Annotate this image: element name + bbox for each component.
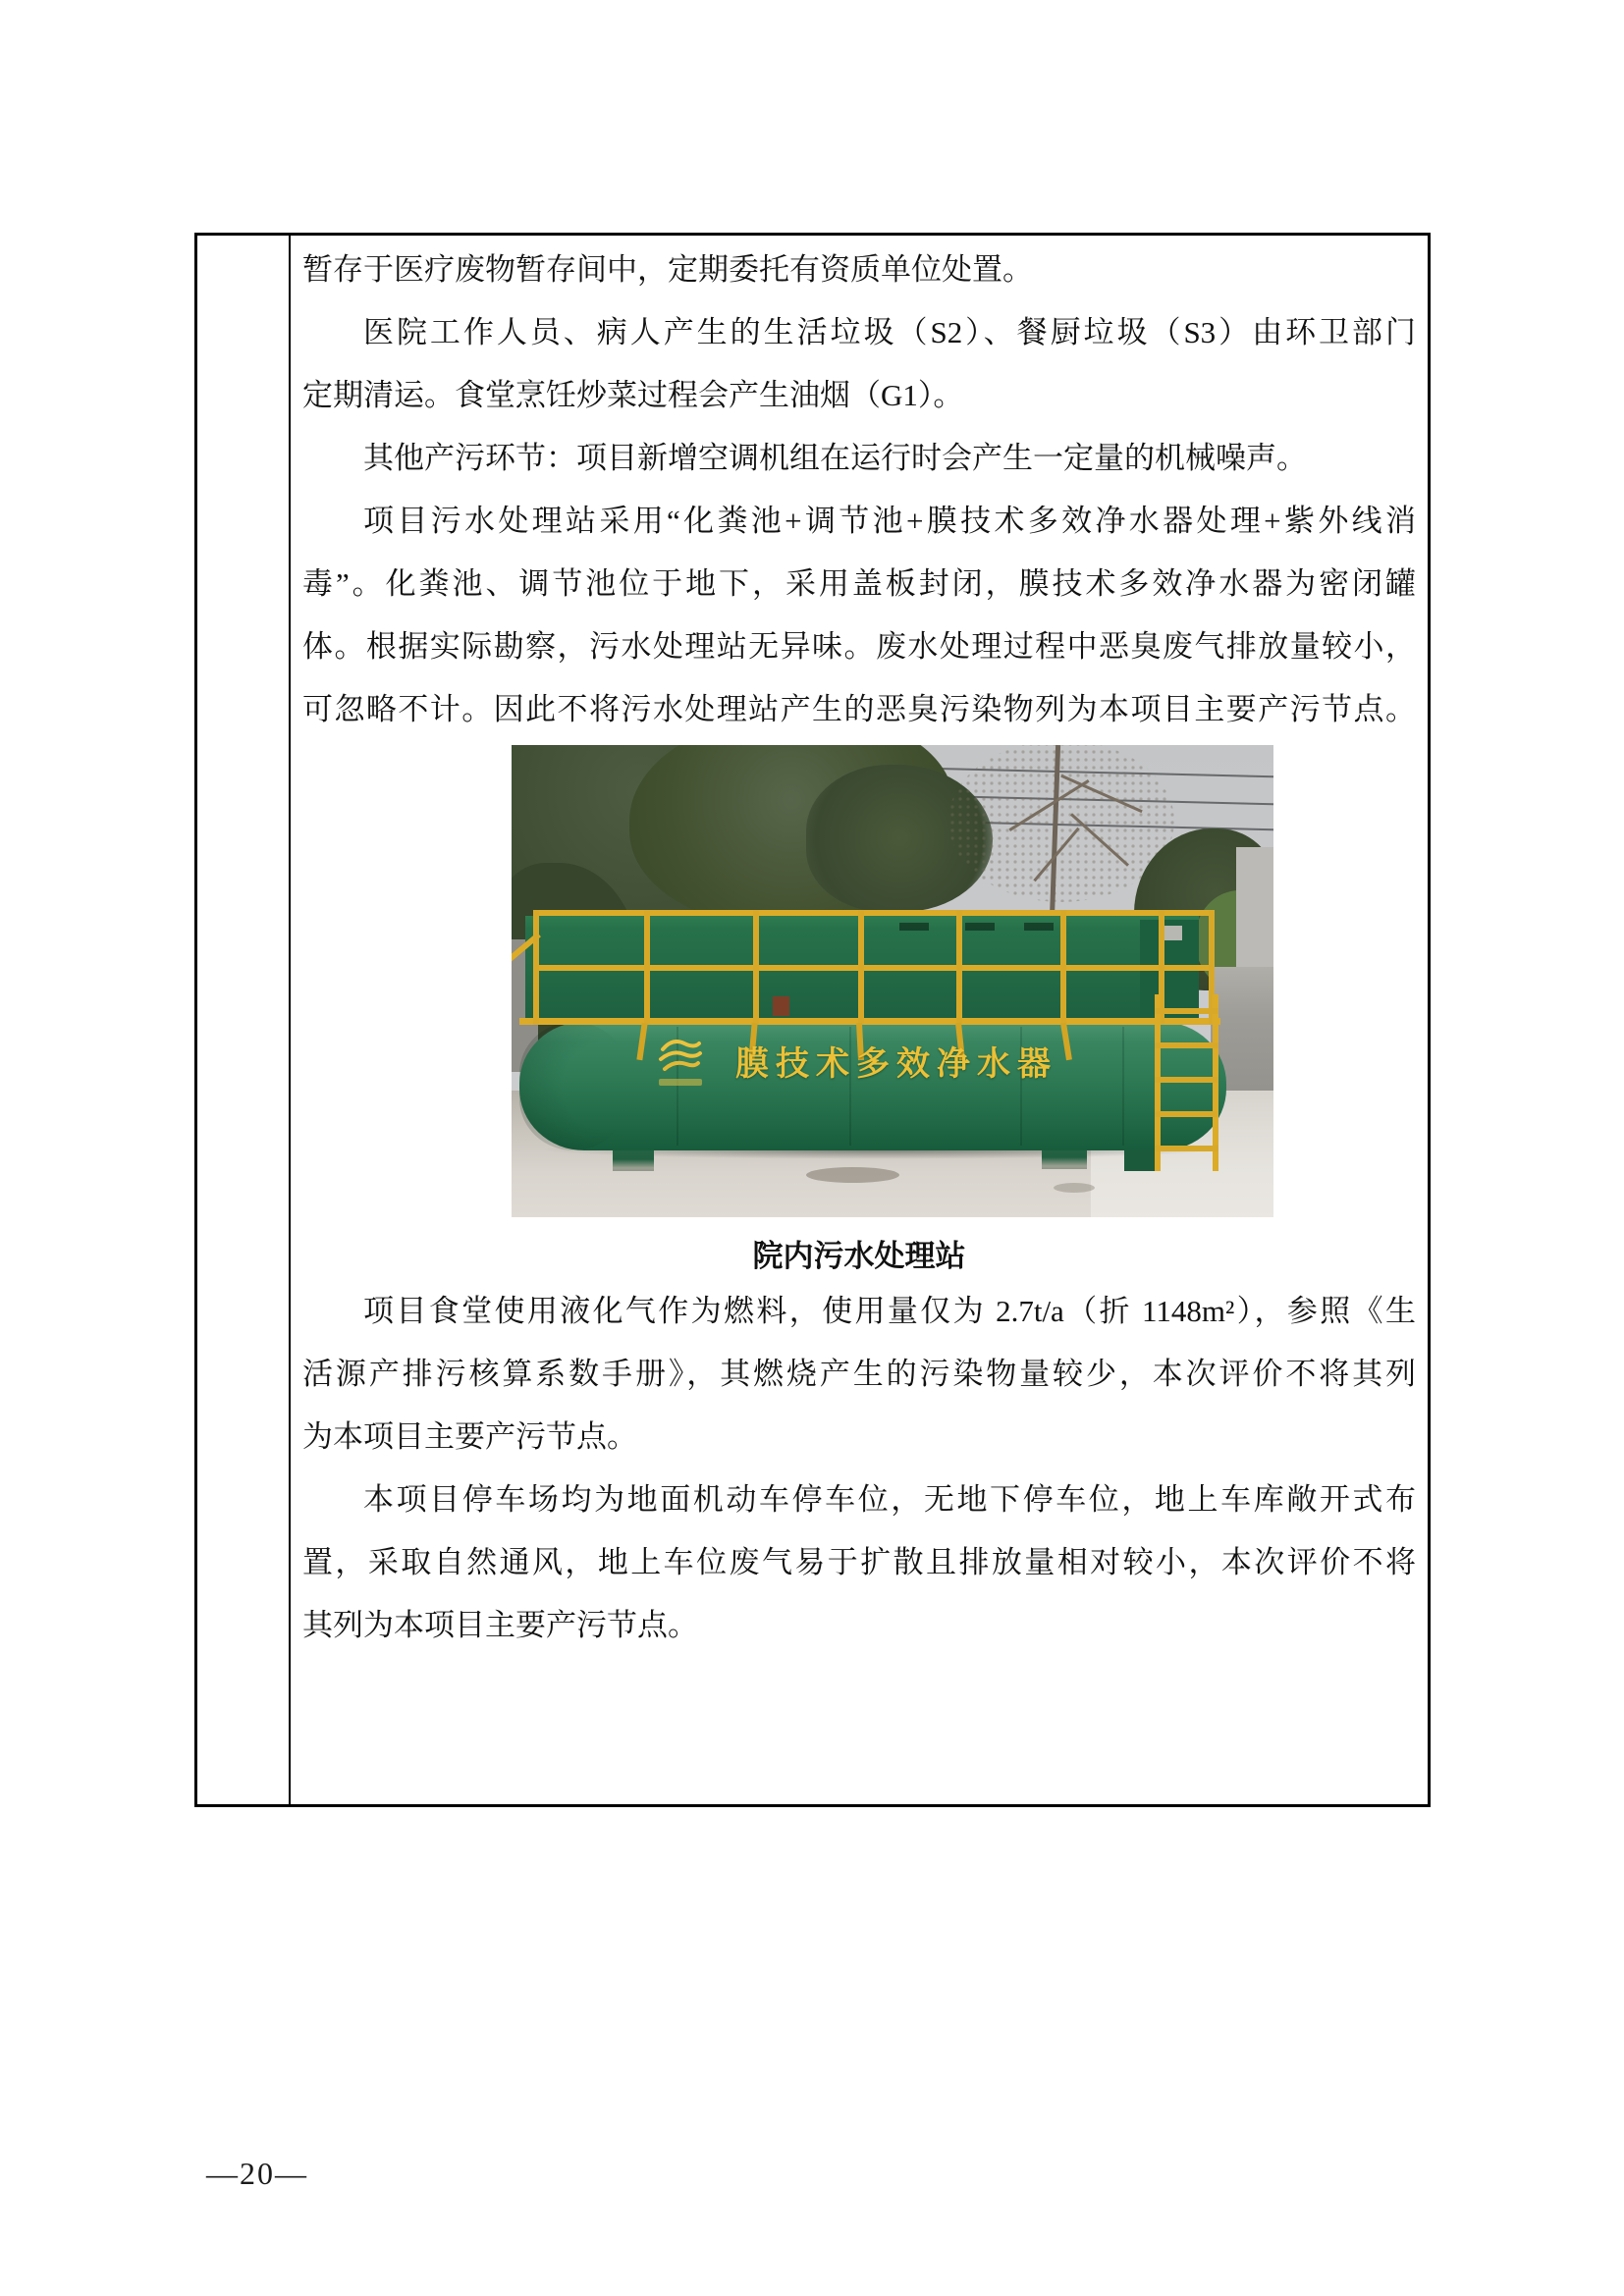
railing-post bbox=[753, 910, 759, 1025]
pavement-stain bbox=[806, 1167, 899, 1183]
railing-middle bbox=[533, 965, 1215, 971]
tank-label: 膜技术多效净水器 bbox=[735, 1045, 1057, 1083]
paragraph-line: 项目食堂使用液化气作为燃料，使用量仅为 2.7t/a（折 1148m²），参照《生 bbox=[363, 1294, 1416, 1328]
ladder-rung bbox=[1155, 1008, 1218, 1014]
paragraph-line: 活源产排污核算系数手册》，其燃烧产生的污染物量较少，本次评价不将其列 bbox=[302, 1357, 1416, 1391]
tank-logo-subtext bbox=[659, 1079, 702, 1086]
content-table bbox=[194, 233, 1431, 1807]
paragraph-line: 为本项目主要产污节点。 bbox=[302, 1419, 637, 1454]
paragraph-line: 其列为本项目主要产污节点。 bbox=[302, 1608, 698, 1642]
railing-bottom bbox=[519, 1018, 1220, 1025]
railing-post bbox=[533, 910, 539, 1025]
tank-logo-icon bbox=[655, 1030, 704, 1079]
paragraph-line: 置，采取自然通风，地上车位废气易于扩散且排放量相对较小，本次评价不将 bbox=[302, 1545, 1416, 1579]
housing-vent bbox=[1024, 923, 1054, 931]
ladder-rung bbox=[1155, 1077, 1218, 1083]
paragraph-line: 毒”。化粪池、调节池位于地下，采用盖板封闭，膜技术多效净水器为密闭罐 bbox=[302, 566, 1416, 601]
ladder-rung bbox=[1155, 1146, 1218, 1151]
page-number: —20— bbox=[206, 2156, 308, 2191]
housing-vent bbox=[899, 923, 929, 931]
pavement-stain bbox=[1054, 1183, 1095, 1193]
paragraph-line: 其他产污环节：项目新增空调机组在运行时会产生一定量的机械噪声。 bbox=[363, 441, 1307, 475]
paragraph-line: 本项目停车场均为地面机动车停车位，无地下停车位，地上车库敞开式布 bbox=[363, 1482, 1416, 1517]
housing-vent bbox=[965, 923, 995, 931]
railing-top bbox=[533, 910, 1215, 916]
railing-post bbox=[644, 910, 650, 1025]
wall-right-upper bbox=[1236, 847, 1273, 970]
ladder-rung bbox=[1155, 1111, 1218, 1117]
paragraph-line: 医院工作人员、病人产生的生活垃圾（S2）、餐厨垃圾（S3）由环卫部门 bbox=[363, 315, 1416, 349]
paragraph-line: 定期清运。食堂烹饪炒菜过程会产生油烟（G1）。 bbox=[302, 378, 964, 412]
tank-seam bbox=[1122, 1027, 1124, 1146]
paragraph-line: 体。根据实际勘察，污水处理站无异味。废水处理过程中恶臭废气排放量较小， bbox=[302, 629, 1416, 664]
paragraph-line: 可忽略不计。因此不将污水处理站产生的恶臭污染物列为本项目主要产污节点。 bbox=[302, 692, 1416, 726]
sewage-station-photo bbox=[512, 745, 1273, 1217]
paragraph-line: 暂存于医疗废物暂存间中，定期委托有资质单位处置。 bbox=[302, 252, 1033, 287]
tank-cylinder-endcap bbox=[519, 1022, 627, 1150]
ladder-rail bbox=[1213, 994, 1218, 1171]
rail-mounted-box bbox=[773, 996, 789, 1016]
photo-caption: 院内污水处理站 bbox=[752, 1239, 966, 1273]
table-main-cell bbox=[291, 236, 1428, 1804]
paragraph-line: 项目污水处理站采用“化粪池+调节池+膜技术多效净水器处理+紫外线消 bbox=[363, 504, 1416, 538]
railing-post bbox=[956, 910, 962, 1025]
table-left-cell bbox=[197, 236, 291, 1804]
ladder-rung bbox=[1155, 1042, 1218, 1048]
railing-post bbox=[1060, 910, 1066, 1025]
railing-post bbox=[858, 910, 864, 1025]
ladder-rail bbox=[1155, 994, 1161, 1171]
